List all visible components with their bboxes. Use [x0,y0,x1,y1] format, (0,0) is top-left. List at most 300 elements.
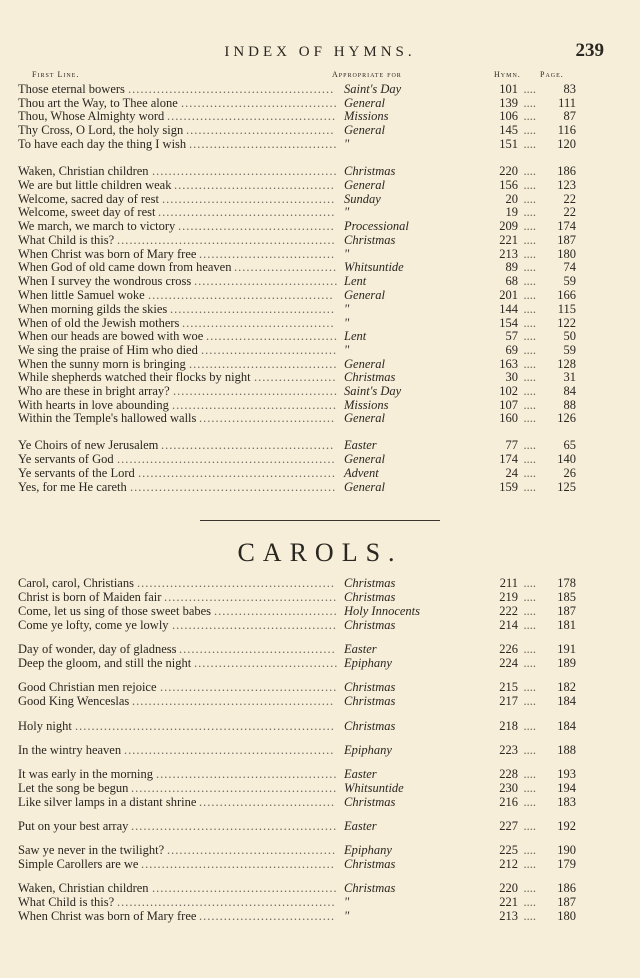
occasion: " [344,909,350,923]
dot-leader: ............................................. [152,164,338,178]
occasion: Missions [344,398,389,412]
page-ref: 166 [557,288,576,302]
index-row [18,590,576,604]
dot-leader: .... [523,219,536,233]
first-line: Yes, for me He careth [18,480,127,494]
first-line: When I survey the wondrous cross [18,274,192,288]
first-line: We sing the praise of Him who died [18,343,198,357]
occasion: Sunday [344,192,381,206]
page-ref: 116 [557,123,576,137]
dot-leader: .... [523,288,536,302]
first-line: To have each day the thing I wish [18,137,187,151]
dot-leader: .... [523,398,536,412]
dot-leader: ..................................................... [117,233,336,247]
occasion: Christmas [344,618,396,632]
index-row [18,719,576,733]
dot-leader: .... [523,843,536,857]
hymn-number: 68 [505,274,518,288]
occasion: Lent [344,329,367,343]
hymn-number: 209 [499,219,518,233]
dot-leader: .... [523,466,536,480]
dot-leader: .... [523,642,536,656]
first-line: What Child is this? [18,895,115,909]
hymn-number: 57 [505,329,518,343]
dot-leader: .................................................. [131,819,338,833]
dot-leader: .... [523,604,536,618]
first-line: Simple Carollers are we [18,857,139,871]
first-line: Waken, Christian children [18,881,149,895]
hymn-number: 160 [499,411,518,425]
index-row [18,411,576,425]
first-line: When Christ was born of Mary free [18,247,197,261]
dot-leader: .... [523,438,536,452]
occasion: Easter [344,767,377,781]
hymn-number: 220 [499,164,518,178]
dot-leader: .... [523,694,536,708]
index-row [18,767,576,781]
index-row [18,680,576,694]
hymn-number: 223 [499,743,518,757]
dot-leader: ................................. [199,909,336,923]
dot-leader: .... [523,205,536,219]
page-ref: 22 [563,192,576,206]
index-row [18,480,576,494]
hymn-number: 156 [499,178,518,192]
index-row [18,123,576,137]
dot-leader: .... [523,576,536,590]
dot-leader: ................................... [194,274,339,288]
index-row [18,576,576,590]
dot-leader: ......................................... [167,843,337,857]
hymn-number: 216 [499,795,518,809]
first-line: Deep the gloom, and still the night [18,656,192,670]
first-line: Christ is born of Maiden fair [18,590,162,604]
first-line: Like silver lamps in a distant shrine [18,795,197,809]
index-row [18,164,576,178]
hymn-number: 224 [499,656,518,670]
first-line: Let the song be begun [18,781,129,795]
dot-leader: ................................................ [138,466,336,480]
column-header-hymn: Hymn. [494,70,521,79]
hymn-number: 201 [499,288,518,302]
index-row [18,274,576,288]
dot-leader: .................................... [186,123,335,137]
dot-leader: .... [523,82,536,96]
page-ref: 184 [557,694,576,708]
first-line: Carol, carol, Christians [18,576,134,590]
hymn-number: 218 [499,719,518,733]
page-ref: 140 [557,452,576,466]
hymn-number: 139 [499,96,518,110]
column-header-first-line: First Line. [32,70,80,79]
page-ref: 120 [557,137,576,151]
index-row [18,857,576,871]
occasion: Christmas [344,795,396,809]
hymn-number: 215 [499,680,518,694]
first-line: What Child is this? [18,233,115,247]
index-row [18,137,576,151]
first-line: When morning gilds the skies [18,302,168,316]
dot-leader: ........................................ [170,302,335,316]
index-row [18,642,576,656]
hymn-number: 145 [499,123,518,137]
hymn-number: 19 [505,205,518,219]
page-ref: 122 [557,316,576,330]
dot-leader: ................................. [199,411,336,425]
index-row [18,694,576,708]
occasion: Whitsuntide [344,260,404,274]
dot-leader: .... [523,819,536,833]
index-row [18,302,576,316]
index-row [18,843,576,857]
dot-leader: ...................................... [181,96,338,110]
occasion: Christmas [344,719,396,733]
page-ref: 74 [563,260,576,274]
dot-leader: ......................... [234,260,338,274]
index-row [18,398,576,412]
dot-leader: .................................................. [131,781,338,795]
occasion: Christmas [344,370,396,384]
index-row [18,192,576,206]
running-title: INDEX OF HYMNS. [224,44,416,60]
occasion: Christmas [344,694,396,708]
dot-leader: .... [523,123,536,137]
first-line: When the sunny morn is bringing [18,357,186,371]
hymn-number: 213 [499,247,518,261]
page-ref: 180 [557,247,576,261]
dot-leader: .... [523,895,536,909]
page-ref: 187 [557,604,576,618]
dot-leader: ............................................ [156,767,338,781]
first-line: Waken, Christian children [18,164,149,178]
index-row [18,656,576,670]
page-ref: 187 [557,233,576,247]
hymn-number: 214 [499,618,518,632]
occasion: General [344,288,385,302]
first-line: When Christ was born of Mary free [18,909,197,923]
hymn-number: 77 [505,438,518,452]
dot-leader: .... [523,590,536,604]
dot-leader: ..................................... [182,316,335,330]
index-row [18,795,576,809]
first-line: Within the Temple's hallowed walls [18,411,197,425]
first-line: It was early in the morning [18,767,154,781]
index-row [18,96,576,110]
page-ref: 59 [563,343,576,357]
hymn-number: 101 [499,82,518,96]
dot-leader: .... [523,680,536,694]
index-row [18,247,576,261]
hymn-number: 212 [499,857,518,871]
dot-leader: .... [523,109,536,123]
index-row [18,233,576,247]
dot-leader: ................................. [199,247,336,261]
occasion: " [344,343,350,357]
hymn-number: 107 [499,398,518,412]
dot-leader: .... [523,137,536,151]
dot-leader: .... [523,302,536,316]
page-ref: 84 [563,384,576,398]
page-ref: 22 [563,205,576,219]
first-line: Ye Choirs of new Jerusalem [18,438,159,452]
occasion: Christmas [344,576,396,590]
hymn-number: 144 [499,302,518,316]
index-row [18,384,576,398]
index-row [18,178,576,192]
dot-leader: ................................................... [124,743,335,757]
hymn-number: 217 [499,694,518,708]
first-line: Ye servants of God [18,452,114,466]
first-line: Who are these in bright array? [18,384,170,398]
page-ref: 186 [557,164,576,178]
dot-leader: .................................... [189,357,338,371]
dot-leader: .... [523,343,536,357]
dot-leader: ................................. [199,795,336,809]
first-line: Thou, Whose Almighty word [18,109,165,123]
index-row [18,895,576,909]
dot-leader: ................................... [194,656,339,670]
index-row [18,881,576,895]
first-line: Holy night [18,719,72,733]
first-line: Welcome, sweet day of rest [18,205,156,219]
page-ref: 31 [563,370,576,384]
page-ref: 126 [557,411,576,425]
dot-leader: .......................................... [161,438,335,452]
index-row [18,909,576,923]
first-line: Thou art the Way, to Thee alone [18,96,178,110]
page-ref: 83 [563,82,576,96]
dot-leader: .... [523,719,536,733]
page-ref: 194 [557,781,576,795]
index-row [18,781,576,795]
first-line: When God of old came down from heaven [18,260,232,274]
occasion: Processional [344,219,409,233]
dot-leader: .... [523,260,536,274]
occasion: Lent [344,274,367,288]
first-line: Saw ye never in the twilight? [18,843,165,857]
dot-leader: ............................................... [141,857,335,871]
dot-leader: .... [523,247,536,261]
dot-leader: .... [523,857,536,871]
occasion: " [344,895,350,909]
index-row [18,743,576,757]
page-ref: 185 [557,590,576,604]
page-ref: 88 [563,398,576,412]
first-line: With hearts in love abounding [18,398,169,412]
occasion: " [344,302,350,316]
occasion: Christmas [344,590,396,604]
page-ref: 59 [563,274,576,288]
index-row [18,466,576,480]
occasion: Missions [344,109,389,123]
dot-leader: .... [523,178,536,192]
dot-leader: ........................................ [172,618,337,632]
hymn-number: 106 [499,109,518,123]
first-line: We march, we march to victory [18,219,176,233]
index-row [18,288,576,302]
dot-leader: .... [523,370,536,384]
hymn-number: 221 [499,895,518,909]
page-ref: 115 [557,302,576,316]
dot-leader: ...................................... [178,219,335,233]
page-ref: 189 [557,656,576,670]
index-row [18,370,576,384]
hymn-number: 69 [505,343,518,357]
index-row [18,438,576,452]
hymn-number: 228 [499,767,518,781]
dot-leader: .... [523,795,536,809]
dot-leader: .... [523,164,536,178]
dot-leader: ........................................ [173,384,338,398]
hymn-number: 220 [499,881,518,895]
dot-leader: ........................................ [172,398,337,412]
hymn-number: 20 [505,192,518,206]
first-line: Thy Cross, O Lord, the holy sign [18,123,184,137]
index-row [18,329,576,343]
dot-leader: .................... [254,370,337,384]
occasion: Saint's Day [344,384,402,398]
page-ref: 188 [557,743,576,757]
hymn-number: 230 [499,781,518,795]
index-row [18,260,576,274]
dot-leader: ..................................................... [117,452,336,466]
occasion: " [344,247,350,261]
index-row [18,316,576,330]
dot-leader: .............................. [214,604,338,618]
index-row [18,452,576,466]
hymn-number: 154 [499,316,518,330]
index-row [18,109,576,123]
hymn-number: 102 [499,384,518,398]
hymn-number: 226 [499,642,518,656]
dot-leader: ............................................. [152,881,338,895]
dot-leader: .... [523,96,536,110]
occasion: Easter [344,438,377,452]
first-line: We are but little children weak [18,178,172,192]
page-ref: 178 [557,576,576,590]
occasion: Christmas [344,881,396,895]
first-line: Put on your best array [18,819,129,833]
page-ref: 183 [557,795,576,809]
dot-leader: ....................................... [174,178,335,192]
dot-leader: .... [523,316,536,330]
first-line: When little Samuel woke [18,288,145,302]
carols-heading: CAROLS. [237,538,403,567]
first-line: Day of wonder, day of gladness [18,642,177,656]
first-line: Those eternal bowers [18,82,125,96]
dot-leader: ........................................... [158,205,336,219]
occasion: Epiphany [344,656,392,670]
dot-leader: ................................................ [137,576,335,590]
occasion: " [344,316,350,330]
index-row [18,82,576,96]
index-row [18,819,576,833]
occasion: Epiphany [344,843,392,857]
dot-leader: .... [523,411,536,425]
dot-leader: .................................................. [128,82,335,96]
occasion: " [344,137,350,151]
column-header-page: Page. [540,70,564,79]
hymn-number: 30 [505,370,518,384]
hymn-number: 219 [499,590,518,604]
hymn-number: 24 [505,466,518,480]
dot-leader: .... [523,480,536,494]
dot-leader: ................................ [206,329,338,343]
occasion: Holy Innocents [344,604,421,618]
first-line: Come ye lofty, come ye lowly [18,618,169,632]
hymn-number: 227 [499,819,518,833]
occasion: Whitsuntide [344,781,404,795]
first-line: In the wintry heaven [18,743,122,757]
dot-leader: .... [523,329,536,343]
occasion: " [344,205,350,219]
occasion: Christmas [344,164,396,178]
dot-leader: .... [523,656,536,670]
dot-leader: .................................................. [130,480,337,494]
page-ref: 187 [557,895,576,909]
hymn-number: 222 [499,604,518,618]
hymn-number: 213 [499,909,518,923]
occasion: General [344,480,385,494]
column-header-appropriate-for: Appropriate for [332,70,402,79]
index-row [18,205,576,219]
first-line: Ye servants of the Lord [18,466,135,480]
dot-leader: .................................... [189,137,338,151]
occasion: General [344,123,385,137]
dot-leader: .... [523,618,536,632]
dot-leader: .... [523,881,536,895]
occasion: General [344,96,385,110]
index-row [18,219,576,233]
page-ref: 181 [557,618,576,632]
first-line: Good Christian men rejoice [18,680,157,694]
section-divider [200,520,440,521]
dot-leader: ................................................. [132,694,335,708]
dot-leader: .... [523,233,536,247]
page-ref: 128 [557,357,576,371]
index-row [18,618,576,632]
dot-leader: ............................................. [148,288,334,302]
dot-leader: ............................................................... [75,719,335,733]
page-ref: 50 [563,329,576,343]
page-ref: 123 [557,178,576,192]
occasion: Saint's Day [344,82,402,96]
hymn-number: 163 [499,357,518,371]
page-ref: 186 [557,881,576,895]
index-row [18,357,576,371]
dot-leader: .......................................... [162,192,336,206]
occasion: General [344,411,385,425]
page-number: 239 [575,40,604,61]
dot-leader: .... [523,357,536,371]
hymn-number: 151 [499,137,518,151]
occasion: Easter [344,819,377,833]
page-ref: 179 [557,857,576,871]
page-ref: 125 [557,480,576,494]
page-ref: 193 [557,767,576,781]
page-ref: 192 [557,819,576,833]
occasion: General [344,357,385,371]
dot-leader: .... [523,767,536,781]
page-ref: 190 [557,843,576,857]
dot-leader: .... [523,781,536,795]
first-line: Welcome, sacred day of rest [18,192,159,206]
occasion: Easter [344,642,377,656]
dot-leader: .... [523,384,536,398]
page-ref: 111 [558,96,576,110]
hymn-number: 174 [499,452,518,466]
first-line: When of old the Jewish mothers [18,316,180,330]
